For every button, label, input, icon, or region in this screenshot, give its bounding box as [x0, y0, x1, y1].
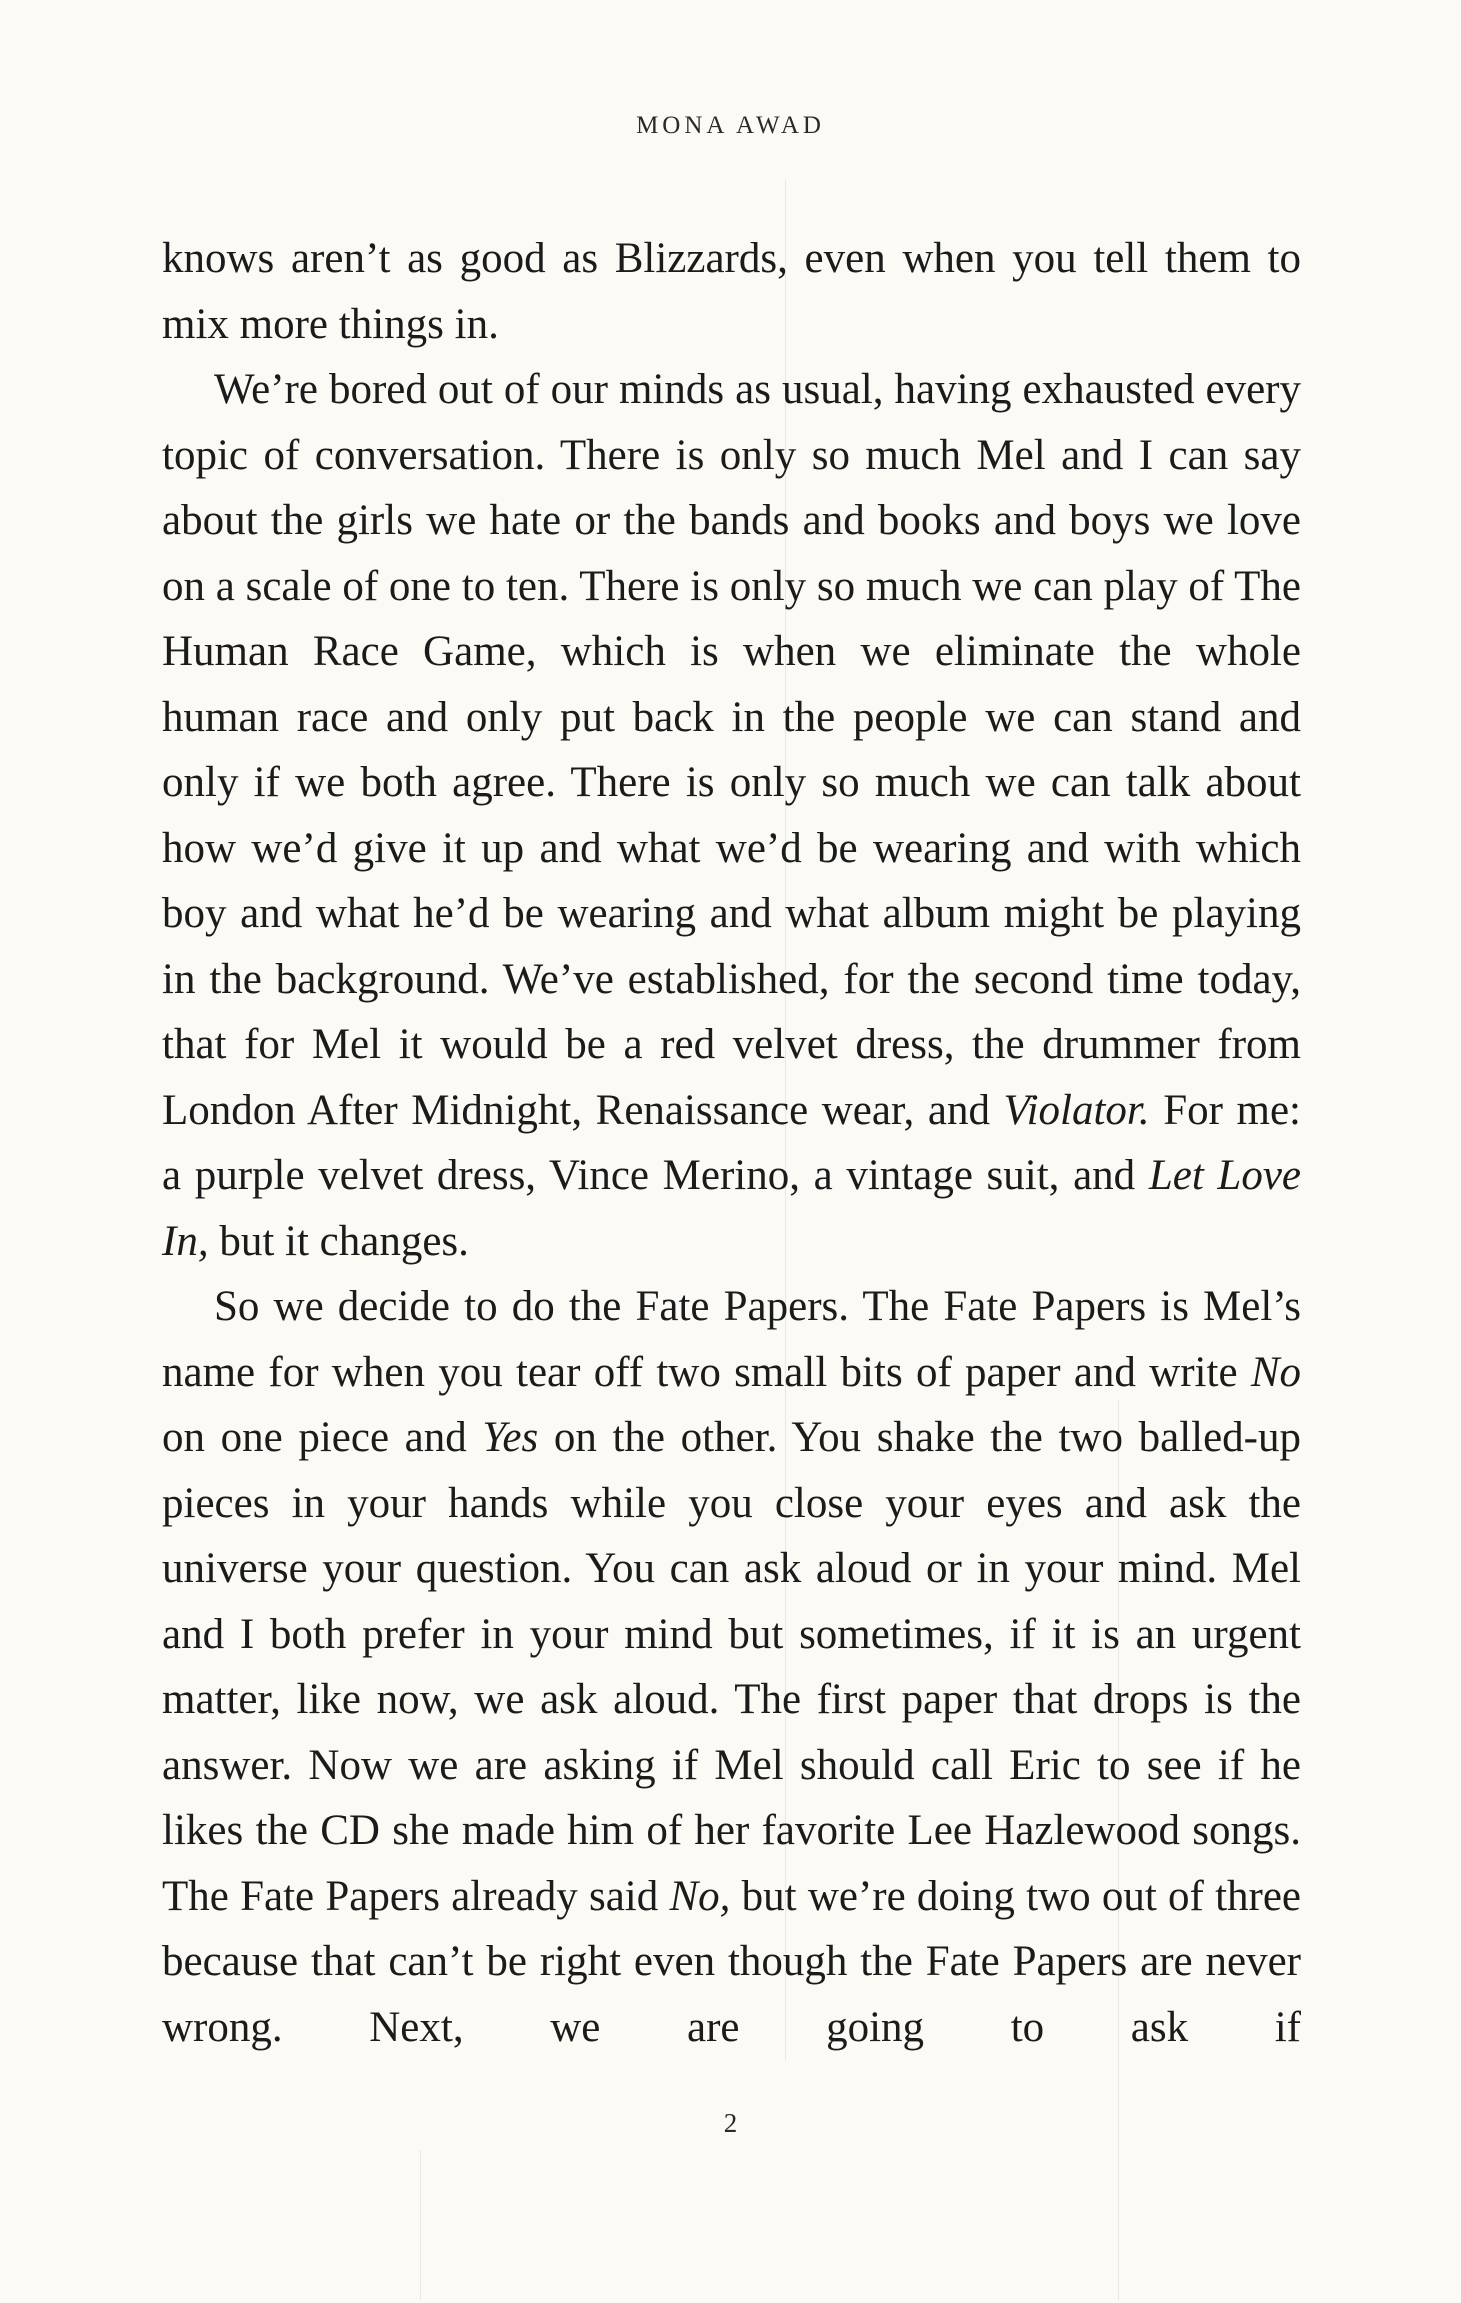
fate-word-no: No — [1250, 1348, 1301, 1396]
paragraph-3-text-d: but we’re doing two out of three because that can’t be right even though the Fate Papers are never wrong. Next, we are going to ask if — [162, 1872, 1302, 2051]
fate-answer-no: No, — [669, 1872, 731, 1920]
paragraph-2-text-tail: but it changes. — [208, 1217, 469, 1265]
page-number: 2 — [723, 2108, 738, 2138]
paragraph-2-text: We’re bored out of our minds as usual, having exhausted every topic of conversation. There is only so much Mel and I can say about the girls we hate or the bands and books and boys we love on a scale of one to ten. There is only so much we can play of The Human Race Game, which is when we eliminate the whole human race and only put back in the people we can stand and only if we both agree. There is only so much we can talk about how we’d give it up and what we’d be wearing and with which boy and what he’d be wearing and what album might be playing in the background. We’ve established, for the second time today, that for Mel it would be a red velvet dress, the drummer from London After Midnight, Renaissance wear, and — [162, 366, 1301, 1134]
album-title-violator: Violator. — [1003, 1086, 1150, 1134]
paragraph-2-text-mid: For me: a purple velvet dress, Vince Merino, a vintage suit, and — [162, 1086, 1301, 1199]
paragraph-3-text-c: on the other. You shake the two balled-up pieces in your hands while you close your eyes and ask the universe your question. You can ask aloud or in your mind. Mel and I both prefer in your mind but sometimes, if it is an urgent matter, like now, we ask aloud. The first paper that drops is the answer. Now we are asking if Mel should call Eric to see if he likes the CD she made him of her favorite Lee Hazlewood songs. The Fate Papers already said — [162, 1414, 1301, 1920]
paragraph-2 — [162, 357, 1301, 1274]
fate-word-yes: Yes — [482, 1414, 539, 1461]
body-text — [162, 226, 1301, 2060]
paragraph-1: knows aren’t as good as Blizzards, even when you tell them to mix more things in. — [162, 235, 1301, 348]
scan-artifact-line — [420, 2150, 421, 2300]
paragraph-3-text-a: So we decide to do the Fate Papers. The Fate Papers is Mel’s name for when you tear off two small bits of paper and write — [162, 1283, 1301, 1396]
running-head-author: MONA AWAD — [636, 112, 825, 139]
paragraph-3-text-b: on one piece and — [162, 1414, 483, 1461]
album-title-let-love-in: Let Love In, — [162, 1152, 1301, 1265]
paragraph-3 — [162, 1274, 1301, 2060]
